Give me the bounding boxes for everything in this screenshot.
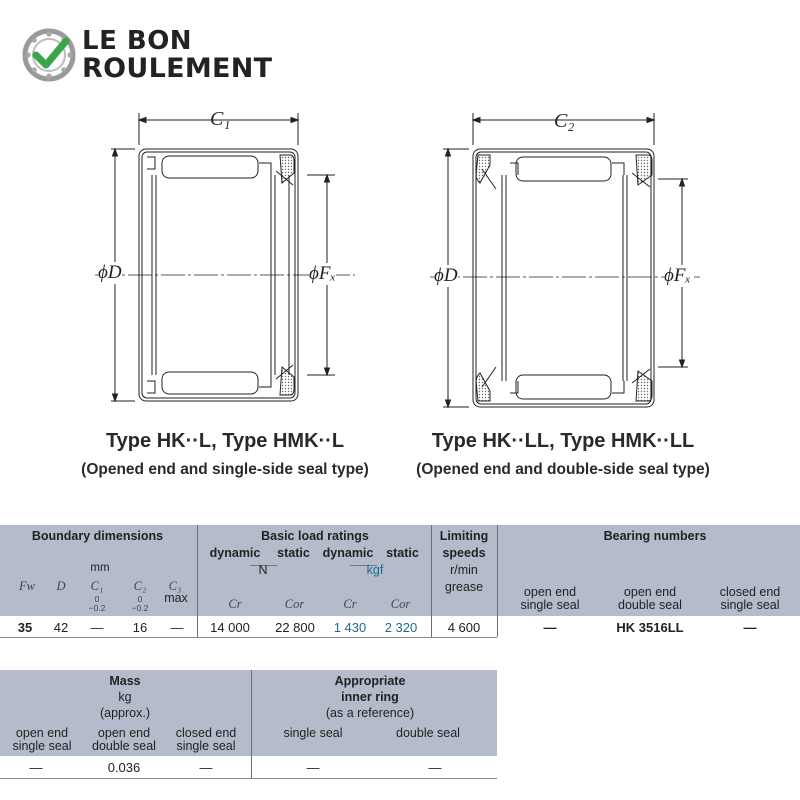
cell-ir-double: — <box>428 760 442 775</box>
cell-cr-n: 14 000 <box>210 620 250 635</box>
header-inner-ring-l1: Appropriate <box>334 674 406 688</box>
col-open-single-l1: open end <box>523 585 577 599</box>
cell-d: 42 <box>53 620 69 635</box>
col-open-double-l2: double seal <box>618 598 682 612</box>
col-c2: C₂ <box>133 579 147 593</box>
drawing-double-seal <box>430 105 700 415</box>
cell-cor-n: 22 800 <box>275 620 315 635</box>
col-mass-closed-single-l2: single seal <box>176 739 236 753</box>
col-mass-open-single-l2: single seal <box>12 739 72 753</box>
cell-closed-single: — <box>743 620 757 635</box>
tol-c2-lower: −0.2 <box>131 603 149 613</box>
cell-cr-kgf: 1 430 <box>333 620 367 635</box>
unit-kg: kg <box>118 690 132 704</box>
header-bearing-numbers: Bearing numbers <box>603 529 707 543</box>
inner-diameter-label-left: ϕFₓ <box>309 263 336 284</box>
col-cr-kgf: Cr <box>343 597 357 611</box>
caption-right-subtitle: (Opened end and double-side seal type) <box>416 461 710 478</box>
col-c3: C₃ <box>168 579 182 593</box>
tol-c1-lower: −0.2 <box>88 603 106 613</box>
bearing-check-logo-icon <box>22 28 76 82</box>
cell-open-single: — <box>543 620 557 635</box>
col-grease: grease <box>444 580 484 594</box>
unit-approx: (approx.) <box>99 706 151 720</box>
cell-c1: — <box>90 620 104 635</box>
header-static-kgf: static <box>386 546 419 560</box>
unit-rmin: r/min <box>450 563 478 577</box>
col-c1: C₁ <box>90 579 104 593</box>
cell-c3: — <box>170 620 184 635</box>
col-d: D <box>56 579 66 593</box>
cell-ir-single: — <box>306 760 320 775</box>
cell-cor-kgf: 2 320 <box>384 620 418 635</box>
col-ir-double-seal: double seal <box>396 726 460 740</box>
col-open-double-l1: open end <box>623 585 677 599</box>
header-inner-ring-l2: inner ring <box>341 690 399 704</box>
header-boundary-dimensions: Boundary dimensions <box>31 529 164 543</box>
header-speeds: speeds <box>442 546 486 560</box>
col-fw: Fw <box>19 579 35 593</box>
header-dynamic-n: dynamic <box>209 546 261 560</box>
outer-diameter-label-left: ϕD <box>98 262 122 283</box>
caption-left-subtitle: (Opened end and single-side seal type) <box>81 461 369 478</box>
header-basic-load-ratings: Basic load ratings <box>261 529 369 543</box>
logo-line1: LE BON <box>82 26 193 56</box>
width-label-c2: C₂ <box>554 110 575 132</box>
drawing-single-seal <box>95 105 355 415</box>
col-closed-single-l2: single seal <box>720 598 780 612</box>
cell-mass-open-double: 0.036 <box>107 760 141 775</box>
col-open-single-l2: single seal <box>520 598 580 612</box>
header-inner-ring-l3: (as a reference) <box>325 706 415 720</box>
col-c3-max: max <box>164 591 188 605</box>
tol-c1-upper: 0 <box>94 594 100 604</box>
cell-c2: 16 <box>132 620 148 635</box>
caption-left-title: Type HK··L, Type HMK··L <box>105 430 345 452</box>
width-label-c1: C₁ <box>210 108 231 130</box>
col-cor-n: Cor <box>284 597 305 611</box>
cell-mass-open-single: — <box>29 760 43 775</box>
logo-line2: ROULEMENT <box>82 53 273 84</box>
col-mass-open-single-l1: open end <box>15 726 69 740</box>
cell-speed: 4 600 <box>447 620 481 635</box>
header-mass: Mass <box>109 674 141 688</box>
outer-diameter-label-right: ϕD <box>434 265 458 286</box>
header-static-n: static <box>277 546 310 560</box>
col-mass-closed-single-l1: closed end <box>175 726 237 740</box>
cell-fw: 35 <box>17 620 33 635</box>
header-mm: mm <box>90 562 110 574</box>
unit-n: N <box>258 563 268 577</box>
col-mass-open-double-l2: double seal <box>92 739 156 753</box>
cell-mass-closed-single: — <box>199 760 213 775</box>
col-ir-single-seal: single seal <box>283 726 343 740</box>
col-mass-open-double-l1: open end <box>97 726 151 740</box>
unit-kgf: kgf <box>366 563 384 577</box>
cell-open-double: HK 3516LL <box>616 620 684 635</box>
inner-diameter-label-right: ϕFₓ <box>664 265 691 286</box>
caption-right-title: Type HK··LL, Type HMK··LL <box>431 430 695 452</box>
col-closed-single-l1: closed end <box>719 585 781 599</box>
col-cr-n: Cr <box>228 597 242 611</box>
header-limiting: Limiting <box>439 529 489 543</box>
col-cor-kgf: Cor <box>390 597 411 611</box>
tol-c2-upper: 0 <box>137 594 143 604</box>
header-dynamic-kgf: dynamic <box>322 546 374 560</box>
